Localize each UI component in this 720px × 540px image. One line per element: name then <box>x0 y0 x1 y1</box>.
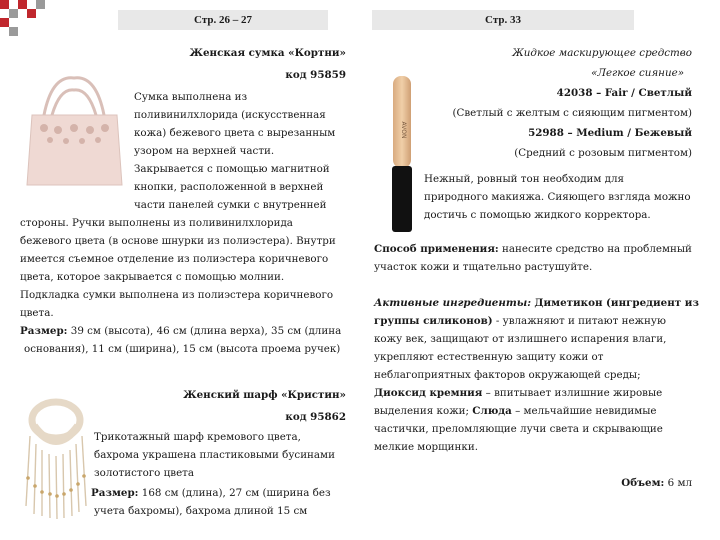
ingredient-1-name: Диметикон (ингредиент из <box>534 297 699 309</box>
ingredient-line: неблагоприятных факторов окружающей среды; <box>374 369 641 381</box>
usage-line2: участок кожи и тщательно растушуйте. <box>374 261 593 273</box>
volume-value: 6 мл <box>667 477 692 489</box>
ingredient-3-name: Слюда <box>472 405 512 417</box>
concealer-intro-line: природного макияжа. Сияющего взгляда можно <box>424 191 691 203</box>
ingredients <box>374 294 699 312</box>
ingredient-line: укрепляют естественную защиту кожи от <box>374 351 604 363</box>
bag-desc-line: имеется съемное отделение из полиэстера коричневого <box>20 253 329 265</box>
shade-2-code: 52988 – Medium / Бежевый <box>528 127 692 139</box>
scarf-size-line2: учета бахромы), бахрома длиной 15 см <box>94 505 308 517</box>
concealer-title: Жидкое маскирующее средство <box>512 47 692 59</box>
bag-image <box>22 70 127 190</box>
bag-code: код 95859 <box>285 69 346 81</box>
bag-desc-line: цвета, которое закрывается с помощью молнии. <box>20 271 285 283</box>
ingredient-1-name2: группы силиконов) <box>374 315 493 327</box>
scarf-desc-line: бахрома украшена пластиковыми бусинами <box>94 449 335 461</box>
concealer-intro-line: Нежный, ровный тон необходим для <box>424 173 625 185</box>
volume <box>621 474 692 492</box>
ingredient-1-line <box>374 312 666 330</box>
ingredient-3-prefix: выделения кожи; <box>374 405 469 417</box>
volume-label: Объем: <box>621 477 665 489</box>
ingredients-label: Активные ингредиенты: <box>374 297 532 309</box>
bag-size-line2: основания), 11 см (ширина), 15 см (высота проема ручек) <box>24 343 341 355</box>
concealer-subtitle: «Легкое сияние» <box>591 67 684 79</box>
ingredient-3-line <box>374 402 657 420</box>
bag-desc-line: Закрывается с помощью магнитной <box>134 163 330 175</box>
ingredient-line: кожу век, защищают от излишнего испарения влаги, <box>374 333 667 345</box>
bag-desc-line: Сумка выполнена из <box>134 91 248 103</box>
bag-desc-line: части панелей сумки с внутренней <box>134 199 327 211</box>
scarf-size <box>91 484 331 502</box>
bag-desc-line: стороны. Ручки выполнены из поливинилхлорида <box>20 217 293 229</box>
ingredient-2-line <box>374 384 662 402</box>
ingredient-tail-line: частички, преломляющие лучи света и скрывающие <box>374 423 663 435</box>
bag-size-label: Размер: <box>20 325 68 337</box>
ingredient-1-desc: - увлажняют и питают нежную <box>495 315 666 327</box>
usage <box>374 240 692 258</box>
scarf-desc-line: Трикотажный шарф кремового цвета, <box>94 431 301 443</box>
bag-size-value: 39 см (высота), 46 см (длина верха), 35 см (длина <box>70 325 342 337</box>
corner-decoration-icon <box>0 0 60 38</box>
page-range-left: Стр. 26 – 27 <box>118 10 328 30</box>
bag-desc-line: бежевого цвета (в основе шнурки из полиэстера). Внутри <box>20 235 336 247</box>
bag-desc-line: кожа) бежевого цвета с вырезанным <box>134 127 336 139</box>
shade-1-desc: (Светлый с желтым с сияющим пигментом) <box>452 107 692 119</box>
scarf-size-label: Размер: <box>91 487 139 499</box>
scarf-size-value: 168 см (длина), 27 см (ширина без <box>141 487 331 499</box>
shade-1-code: 42038 – Fair / Светлый <box>556 87 692 99</box>
ingredient-3-desc: – мельчайшие невидимые <box>515 405 657 417</box>
ingredient-2-desc: – впитывает излишние жировые <box>485 387 663 399</box>
ingredient-tail-line: мелкие морщинки. <box>374 441 478 453</box>
scarf-image <box>22 396 90 520</box>
bag-desc-line: цвета. <box>20 307 54 319</box>
bag-desc-line: кнопки, расположенной в верхней <box>134 181 324 193</box>
bag-size <box>20 322 341 340</box>
bag-title: Женская сумка «Кортни» <box>189 47 346 59</box>
bag-desc-line: поливинилхлорида (искусственная <box>134 109 326 121</box>
ingredient-2-name: Диоксид кремния <box>374 387 483 399</box>
bag-desc-line: Подкладка сумки выполнена из полиэстера коричневого <box>20 289 334 301</box>
concealer-tube-image <box>384 72 420 236</box>
usage-text: нанесите средство на проблемный <box>502 243 692 255</box>
usage-label: Способ применения: <box>374 243 499 255</box>
concealer-tube-label: AVON <box>400 121 407 139</box>
bag-desc-line: узором на верхней части. <box>134 145 275 157</box>
concealer-intro-line: достичь с помощью жидкого корректора. <box>424 209 651 221</box>
scarf-code: код 95862 <box>285 411 346 423</box>
scarf-desc-line: золотистого цвета <box>94 467 194 479</box>
shade-2-desc: (Средний с розовым пигментом) <box>514 147 692 159</box>
page-range-right: Стр. 33 <box>372 10 634 30</box>
scarf-title: Женский шарф «Кристин» <box>183 389 346 401</box>
